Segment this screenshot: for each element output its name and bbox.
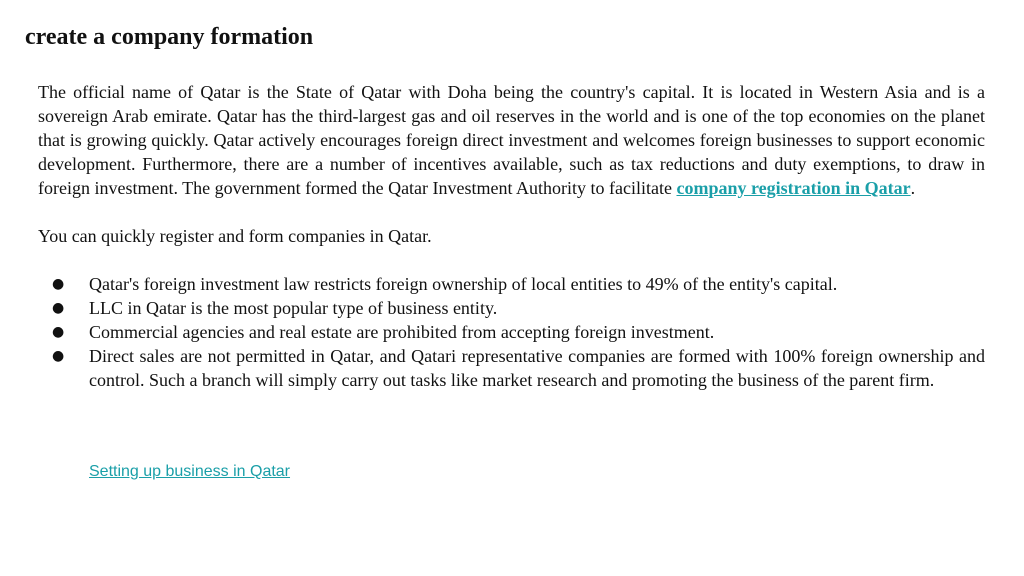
content-body (38, 80, 985, 392)
bullet-text: LLC in Qatar is the most popular type of business entity. (89, 298, 498, 318)
intro-paragraph (38, 80, 985, 200)
list-item (38, 320, 985, 344)
bullet-text: Qatar's foreign investment law restricts foreign ownership of local entities to 49% of the entity's capital. (89, 274, 838, 294)
intro-text: The official name of Qatar is the State of Qatar with Doha being the country's capital. It is located in Western Asia and is a sovereign Arab emirate. Qatar has the third-largest gas and oil reserves in the world and is one of the top economies on the planet that is growing quickly. Qatar actively encourages foreign direct investment and welcomes foreign businesses to support economic development. Furthermore, there are a number of incentives available, such as tax reductions and duty exemptions, to draw in foreign investment. The government formed the Qatar Investment Authority to facilitate (38, 82, 985, 198)
bullet-text: Commercial agencies and real estate are prohibited from accepting foreign investment. (89, 322, 715, 342)
bullet-icon: ● (52, 348, 65, 364)
setting-up-business-link[interactable]: Setting up business in Qatar (89, 463, 291, 480)
intro-text-end: . (910, 178, 916, 198)
bullet-list (38, 272, 985, 392)
page-title: create a company formation (25, 24, 314, 50)
bullet-icon: ● (52, 324, 65, 340)
bullet-icon: ● (52, 300, 65, 316)
bullet-icon: ● (52, 276, 65, 292)
company-registration-link[interactable]: company registration in Qatar (676, 178, 911, 198)
list-item (38, 296, 985, 320)
list-item (38, 272, 985, 296)
second-paragraph: You can quickly register and form companies in Qatar. (38, 226, 432, 246)
bullet-text: Direct sales are not permitted in Qatar, and Qatari representative companies are formed with 100% foreign ownership and control. Such a branch will simply carry out tasks like market research and promoting the business of the parent firm. (89, 346, 985, 390)
list-item (38, 344, 985, 392)
